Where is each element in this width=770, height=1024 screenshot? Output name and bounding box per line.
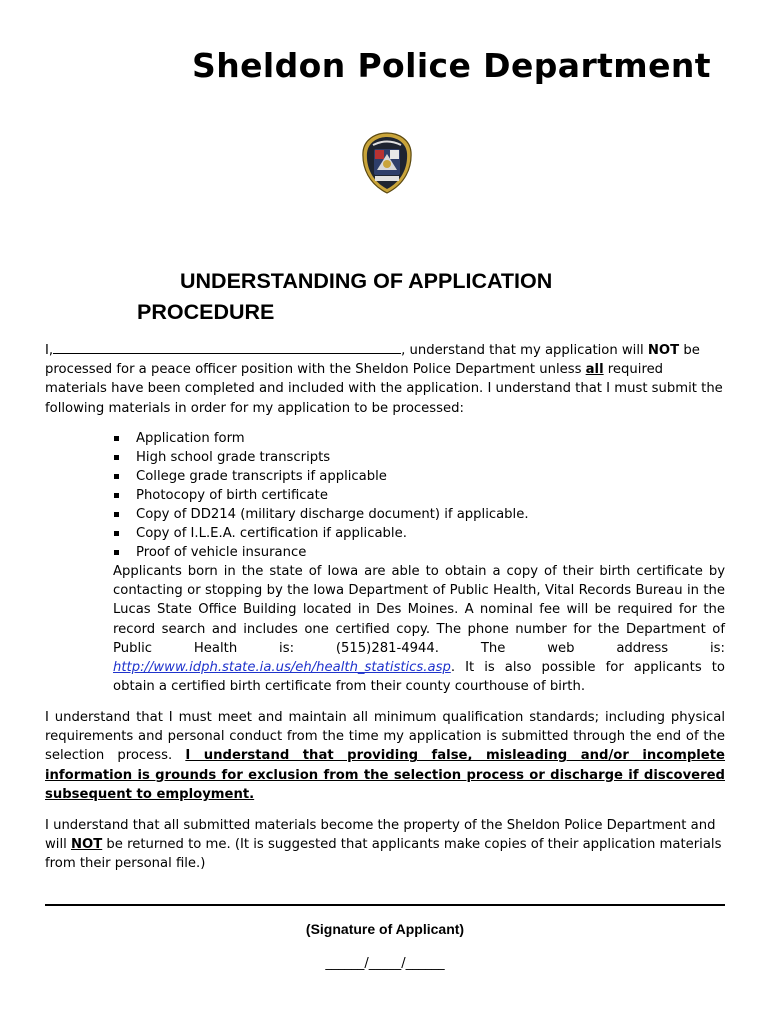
list-item-label: Application form	[136, 431, 245, 446]
birth-certificate-text-a: Applicants born in the state of Iowa are able to obtain a copy of their birth certificate by contacting or stopping by the Iowa Department of Public Health, Vital Records Bureau in the Lucas State Office Building located in Des Moines. A nominal fee will be required for the record search and includes one certified copy. The phone number for the Department of Public Health is: (515)281-4944. The web address is:	[113, 564, 725, 656]
false-information-warning: I understand that providing false, misleading and/or incomplete information is grounds for exclusion from the selection process or discharge if discovered subsequent to employment.	[45, 748, 726, 802]
signature-label: (Signature of Applicant)	[305, 921, 465, 937]
intro-not-emphasis: NOT	[647, 343, 680, 358]
list-item-label: Proof of vehicle insurance	[136, 545, 307, 560]
intro-text-c: required materials have been completed and included with the application. I understand that I must submit the following materials in order for my application to be processed:	[45, 362, 723, 416]
department-title: Sheldon Police Department	[192, 46, 711, 85]
intro-text-b: be processed for a peace officer position with the Sheldon Police Department unless	[45, 343, 700, 378]
intro-paragraph	[45, 340, 725, 418]
heading-line-1: UNDERSTANDING OF APPLICATION	[180, 269, 553, 293]
birth-certificate-paragraph	[113, 562, 725, 696]
bullet-icon	[114, 436, 119, 441]
bullet-icon	[114, 493, 119, 498]
property-paragraph	[45, 816, 725, 874]
qualifications-paragraph	[45, 708, 725, 804]
list-item	[112, 429, 732, 448]
property-text-a: I understand that all submitted materials become the property of the Sheldon Police Department and will	[45, 818, 716, 853]
property-text-b: be returned to me. (It is suggested that applicants make copies of their application materials from their personal file.)	[45, 837, 722, 872]
list-item-label: Photocopy of birth certificate	[136, 488, 328, 503]
materials-list	[112, 429, 732, 562]
form-heading	[137, 266, 657, 328]
list-item	[112, 448, 732, 467]
birth-certificate-text-b: . It is also possible for applicants to obtain a certified birth certificate from their county courthouse of birth.	[113, 660, 725, 695]
list-item	[112, 467, 732, 486]
bullet-icon	[114, 474, 119, 479]
list-item-label: Copy of I.L.E.A. certification if applicable.	[136, 526, 407, 541]
health-statistics-link[interactable]: http://www.idph.state.ia.us/eh/health_statistics.asp	[113, 660, 451, 676]
list-item	[112, 524, 732, 543]
applicant-name-blank[interactable]	[53, 340, 401, 354]
list-item-label: Copy of DD214 (military discharge document) if applicable.	[136, 507, 529, 522]
intro-prefix: I,	[45, 343, 54, 358]
list-item	[112, 543, 732, 562]
date-blank[interactable]: ______/_____/______	[325, 956, 445, 971]
police-badge-icon	[361, 132, 413, 194]
bullet-icon	[114, 550, 119, 555]
list-item	[112, 505, 732, 524]
property-not-emphasis: NOT	[70, 837, 103, 853]
intro-text-a: , understand that my application will	[401, 343, 648, 358]
bullet-icon	[114, 512, 119, 517]
list-item-label: College grade transcripts if applicable	[136, 469, 387, 484]
heading-line-2: PROCEDURE	[137, 300, 275, 324]
qualifications-text: I understand that I must meet and maintain all minimum qualification standards; including physical requirements and personal conduct from the time my application is submitted through the end of the selection process.	[45, 710, 725, 764]
list-item-label: High school grade transcripts	[136, 450, 331, 465]
intro-all-emphasis: all	[585, 362, 604, 378]
signature-line[interactable]	[45, 904, 725, 906]
bullet-icon	[114, 531, 119, 536]
bullet-icon	[114, 455, 119, 460]
list-item	[112, 486, 732, 505]
